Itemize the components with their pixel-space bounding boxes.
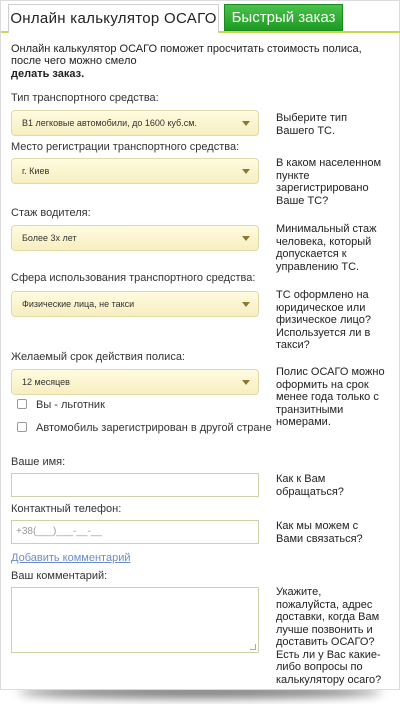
registration-value: г. Киев [22, 166, 50, 176]
registration-select[interactable] [11, 158, 259, 184]
phone-hint: Как мы можем с Вами связаться? [276, 520, 363, 545]
tab-calculator[interactable]: Онлайн калькулятор ОСАГО [8, 4, 219, 33]
foreign-checkbox[interactable] [17, 422, 27, 432]
term-hint: Полис ОСАГО можно оформить на срок менее года только с транзитными номерами. [276, 366, 385, 428]
vehicle-type-value: B1 легковые автомобили, до 1600 куб.см. [22, 118, 197, 128]
resize-grip-icon[interactable] [250, 644, 256, 650]
chevron-down-icon [242, 169, 250, 174]
chevron-down-icon [242, 121, 250, 126]
experience-hint: Минимальный стаж человека, который допускается к управлению ТС. [276, 223, 377, 273]
term-label: Желаемый срок действия полиса: [11, 351, 185, 363]
usage-value: Физические лица, не такси [22, 299, 135, 309]
intro-text [11, 43, 391, 80]
vehicle-type-select[interactable] [11, 110, 259, 136]
name-hint: Как к Вам обращаться? [276, 473, 344, 498]
chevron-down-icon [242, 380, 250, 385]
benefit-checkbox[interactable] [17, 399, 27, 409]
registration-hint: В каком населенном пункте зарегистрировано Ваше ТС? [276, 157, 382, 207]
vehicle-type-hint: Выберите тип Вашего ТС. [276, 112, 348, 137]
chevron-down-icon [242, 302, 250, 307]
intro-description: Онлайн калькулятор ОСАГО поможет просчитать стоимость полиса, после чего можно смело [11, 43, 362, 67]
comment-textarea[interactable] [11, 587, 259, 653]
phone-label: Контактный телефон: [11, 503, 122, 515]
name-input[interactable] [11, 473, 259, 497]
tab-bar [1, 1, 400, 33]
add-comment-link[interactable]: Добавить комментарий [11, 552, 131, 564]
term-value: 12 месяцев [22, 377, 70, 387]
vehicle-type-label: Тип транспортного средства: [11, 92, 159, 104]
registration-label: Место регистрации транспортного средства: [11, 141, 240, 153]
intro-bold: делать заказ. [11, 68, 85, 80]
benefit-checkbox-row[interactable] [17, 399, 105, 413]
name-label: Ваше имя: [11, 456, 66, 468]
experience-value: Более 3х лет [22, 233, 77, 243]
comment-hint: Укажите, пожалуйста, адрес доставки, когда Вам лучше позвонить и доставить ОСАГО? Есть ли у Вас какие-либо вопросы по калькулятору осаго? [276, 586, 382, 686]
comment-label: Ваш комментарий: [11, 570, 108, 582]
term-select[interactable] [11, 369, 259, 395]
benefit-checkbox-label: Вы - льготник [36, 399, 105, 411]
foreign-checkbox-label: Автомобиль зарегистрирован в другой стране [36, 422, 272, 434]
usage-label: Сфера использования транспортного средства: [11, 272, 256, 284]
tab-quick-order[interactable]: Быстрый заказ [224, 4, 343, 31]
chevron-down-icon [242, 236, 250, 241]
experience-label: Стаж водителя: [11, 207, 91, 219]
foreign-checkbox-row[interactable] [17, 422, 272, 436]
usage-select[interactable] [11, 291, 259, 317]
experience-select[interactable] [11, 225, 259, 251]
usage-hint: ТС оформлено на юридическое или физическое лицо? Используется ли в такси? [276, 289, 371, 351]
phone-input[interactable]: +38(___)___-__-__ [11, 520, 259, 544]
